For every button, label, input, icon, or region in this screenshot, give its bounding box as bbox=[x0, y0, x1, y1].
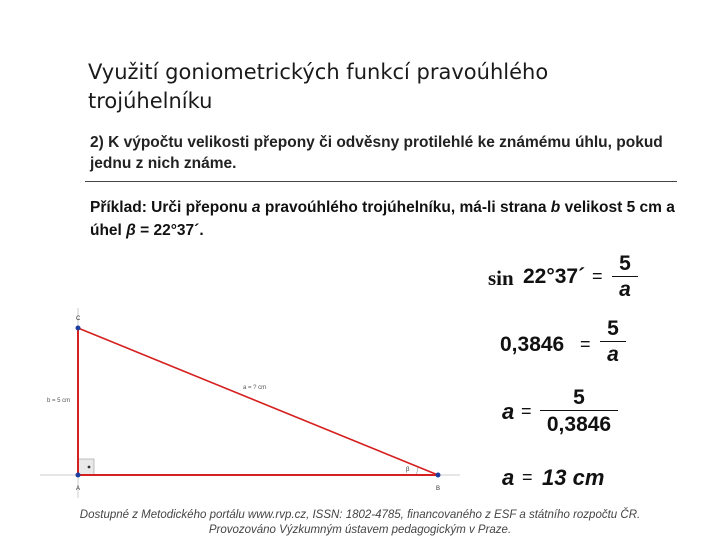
example-var-b: b bbox=[550, 199, 561, 216]
vertex-b bbox=[436, 473, 441, 478]
triangle-figure bbox=[40, 308, 460, 498]
eq1-fn: sin bbox=[488, 266, 514, 290]
right-angle-marker bbox=[78, 459, 94, 475]
label-beta: β bbox=[406, 467, 410, 473]
eq4-equals: = bbox=[522, 467, 533, 487]
example-prefix: Příklad: Urči přeponu bbox=[90, 199, 252, 216]
eq3-fraction bbox=[540, 385, 618, 439]
intro-text: 2) K výpočtu velikosti přepony či odvěsny protilehlé ke známému úhlu, pokud jednu z nich známe. bbox=[90, 134, 663, 172]
vertex-c bbox=[76, 326, 81, 331]
eq4-rhs: 13 cm bbox=[542, 465, 605, 490]
label-vertex-c: C bbox=[76, 316, 81, 322]
label-side-b: b = 5 cm bbox=[47, 398, 71, 404]
example-equals: = bbox=[135, 222, 154, 239]
example-text bbox=[90, 196, 680, 242]
label-vertex-b: B bbox=[436, 486, 441, 492]
slide-title: Využití goniometrických funkcí pravoúhlého trojúhelníku bbox=[88, 60, 549, 113]
right-angle-dot bbox=[88, 466, 91, 469]
eq1-numerator: 5 bbox=[619, 252, 631, 275]
equation-2 bbox=[500, 317, 640, 377]
example-var-a: a bbox=[251, 199, 261, 216]
example-beta: β bbox=[126, 222, 136, 239]
eq1-denominator: a bbox=[619, 278, 631, 301]
eq3-equals: = bbox=[521, 401, 532, 421]
equation-1 bbox=[488, 252, 648, 312]
example-suffix1: velikost bbox=[560, 199, 627, 216]
eq3-lhs: a bbox=[502, 399, 515, 424]
eq3-denominator: 0,3846 bbox=[546, 413, 612, 436]
eq2-denominator: a bbox=[607, 343, 619, 366]
example-middle: pravoúhlého trojúhelníku, má-li strana bbox=[260, 199, 551, 216]
label-side-a: a = ? cm bbox=[243, 385, 267, 391]
eq2-lhs: 0,3846 bbox=[500, 333, 565, 356]
eq3-numerator: 5 bbox=[573, 386, 585, 409]
example-angle-value: 22°37´ bbox=[153, 222, 200, 239]
beta-angle-arc bbox=[416, 467, 418, 475]
example-end: . bbox=[199, 222, 204, 239]
eq4-lhs: a bbox=[502, 465, 515, 490]
equation-4 bbox=[502, 465, 642, 495]
eq1-equals: = bbox=[592, 266, 603, 286]
footer-line-1: Dostupné z Metodického portálu www.rvp.cz, ISSN: 1802-4785, financovaného z ESF a státního rozpočtu ČR. bbox=[79, 509, 641, 521]
footer bbox=[40, 508, 680, 538]
example-b-value: 5 cm bbox=[626, 199, 662, 216]
vertex-a bbox=[76, 473, 81, 478]
equation-3 bbox=[500, 385, 640, 445]
footer-line-2: Provozováno Výzkumným ústavem pedagogickým v Praze. bbox=[208, 524, 512, 536]
eq2-equals: = bbox=[580, 334, 591, 354]
eq2-fraction bbox=[600, 317, 626, 368]
example-suffix2: a úhel bbox=[90, 199, 675, 239]
side-a-hypotenuse bbox=[78, 328, 438, 475]
eq1-arg: 22°37´ bbox=[523, 265, 586, 288]
divider bbox=[85, 181, 677, 182]
eq1-fraction bbox=[612, 252, 638, 302]
eq2-numerator: 5 bbox=[607, 317, 619, 340]
label-vertex-a: A bbox=[76, 486, 81, 492]
